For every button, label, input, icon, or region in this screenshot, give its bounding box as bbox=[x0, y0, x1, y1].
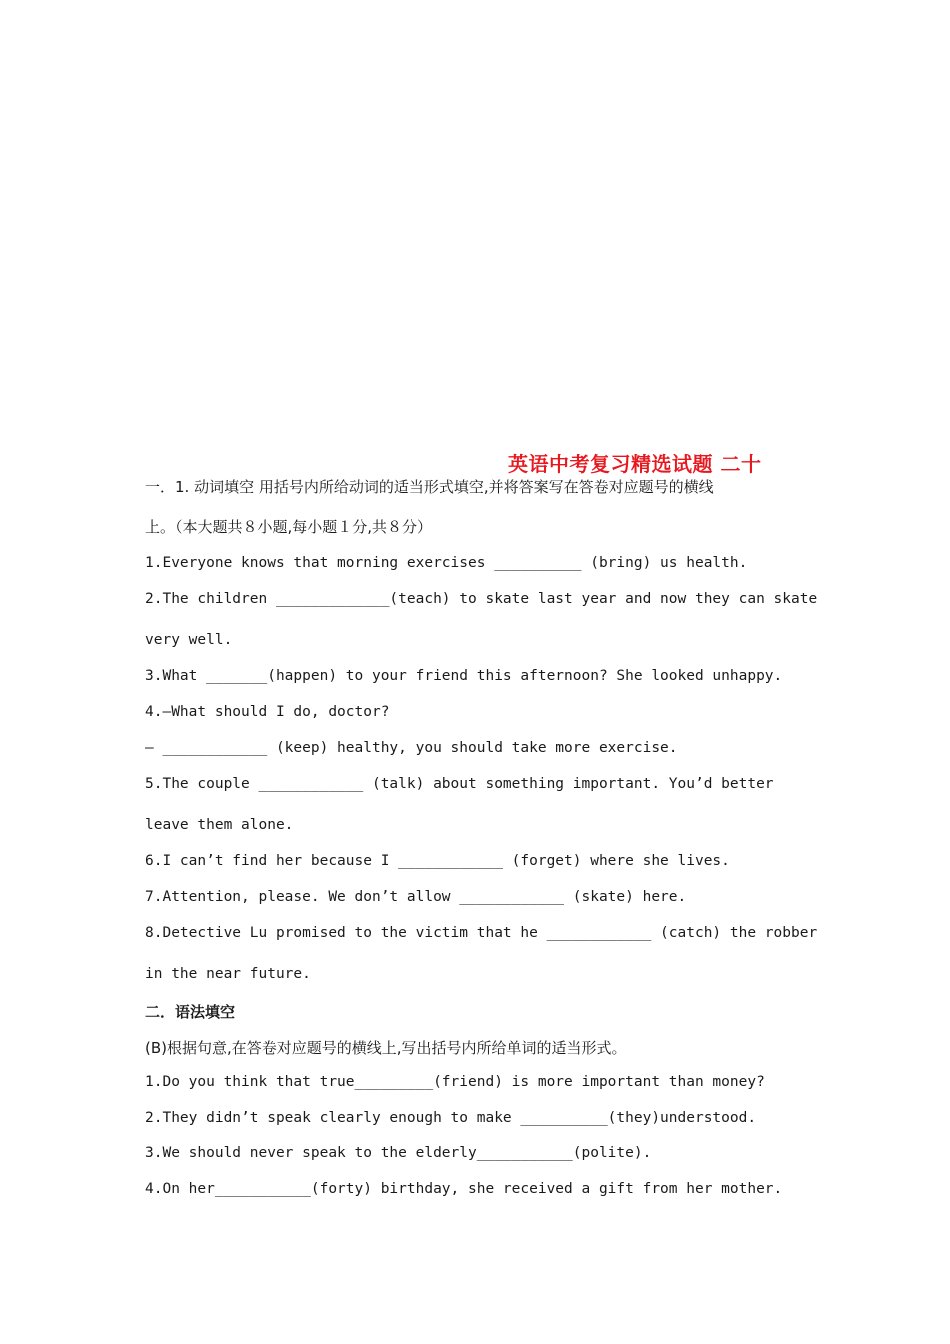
question-line: leave them alone. bbox=[145, 817, 294, 833]
section1-heading-cont: 上。（本大题共８小题,每小题１分,共８分） bbox=[145, 518, 433, 536]
question-line: 4.—What should I do, doctor? bbox=[145, 704, 390, 720]
question-line: very well. bbox=[145, 632, 233, 648]
question-line: 3.What _______(happen) to your friend this afternoon? She looked unhappy. bbox=[145, 668, 783, 684]
question-line: 3.We should never speak to the elderly___________(polite). bbox=[145, 1145, 652, 1161]
section2-heading: 二．语法填空 bbox=[145, 1003, 236, 1021]
question-line: 4.On her___________(forty) birthday, she received a gift from her mother. bbox=[145, 1181, 783, 1197]
question-line: 8.Detective Lu promised to the victim that he ____________ (catch) the robber bbox=[145, 925, 818, 941]
question-line: 1.Everyone knows that morning exercises __________ (bring) us health. bbox=[145, 555, 748, 571]
question-line: 6.I can’t find her because I ____________ (forget) where she lives. bbox=[145, 853, 730, 869]
question-line: 7.Attention, please. We don’t allow ____________ (skate) here. bbox=[145, 889, 687, 905]
question-line: — ____________ (keep) healthy, you should take more exercise. bbox=[145, 740, 678, 756]
question-line: 2.The children _____________(teach) to skate last year and now they can skate bbox=[145, 591, 818, 607]
question-line: in the near future. bbox=[145, 966, 311, 982]
question-line: 5.The couple ____________ (talk) about something important. You’d better bbox=[145, 776, 774, 792]
section1-heading: 一．1. 动词填空 用括号内所给动词的适当形式填空,并将答案写在答卷对应题号的横线 bbox=[145, 478, 714, 496]
question-line: 2.They didn’t speak clearly enough to make __________(they)understood. bbox=[145, 1110, 757, 1126]
section2-instruction: (B)根据句意,在答卷对应题号的横线上,写出括号内所给单词的适当形式。 bbox=[145, 1039, 627, 1057]
document-title: 英语中考复习精选试题 二十 bbox=[508, 452, 762, 476]
question-line: 1.Do you think that true_________(friend) is more important than money? bbox=[145, 1074, 765, 1090]
